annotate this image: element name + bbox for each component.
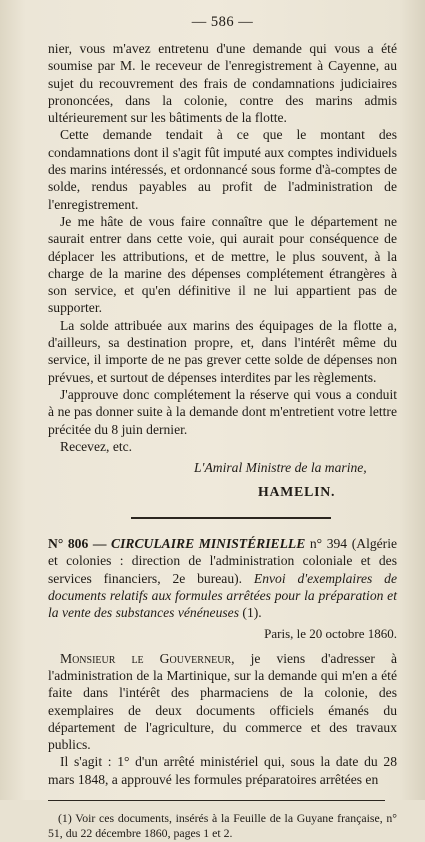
paragraph-4: La solde attribuée aux marins des équipages de la flotte a, d'ailleurs, sa destination propre, et, dans l'intérêt même du service, il importe de ne pas grever cette solde de dépenses non prévues, et surtout de dépenses interdites par les règlements. — [48, 317, 397, 385]
paragraph-8: Il s'agit : 1° d'un arrêté ministériel qui, sous la date du 28 mars 1848, a approuvé les formules préparatoires arrêtées en — [48, 754, 397, 787]
circular-title: CIRCULAIRE MINISTÉRIELLE — [111, 536, 306, 552]
circular-number: N° 806 — — [48, 536, 107, 552]
circular-heading — [48, 535, 397, 621]
paragraph-5: J'approuve donc complétement la réserve qui vous a conduit à ne pas donner suite à la demande dont m'entretient votre lettre précitée du 8 juin dernier. — [48, 386, 397, 437]
signature-title: L'Amiral Ministre de la marine, — [194, 460, 367, 476]
letter-date: Paris, le 20 octobre 1860. — [264, 625, 397, 641]
footnote-reference: (1). — [242, 605, 262, 621]
paragraph-2: Cette demande tendait à ce que le montant des condamnations dont il s'agit fût imputé aux comptes individuels des marins intéressés, et ordonnancé sous forme d'à-comptes de solde, rendus payables au profit de l'administration de l'enregistrement. — [48, 127, 397, 212]
footnote-divider — [48, 800, 385, 801]
salutation: Monsieur le Gouverneur, — [60, 650, 235, 666]
circular-subject: Envoi d'exemplaires de documents relatifs aux formules arrêtées pour la préparation et la vente des substances vénéneuses — [48, 570, 397, 621]
circular-ref: n° 394 — [309, 536, 348, 552]
page-number: — 586 — — [191, 14, 254, 30]
circular-description: (Algérie et colonies : direction de l'administration coloniale et des services financiers, 2e bureau). — [48, 536, 398, 586]
signature-name: HAMELIN. — [258, 484, 336, 500]
paragraph-1: nier, vous m'avez entretenu d'une demande qui vous a été soumise par M. le receveur de l'enregistrement à Cayenne, au sujet du recouvrement des frais de condamnations judiciaires prononcées, dans la colonie, contre des marins admis ultérieurement sur les bâtiments de la flotte. — [48, 41, 397, 126]
closing-formula: Recevez, etc. — [60, 438, 133, 454]
section-divider — [131, 517, 331, 519]
paragraph-7 — [48, 650, 397, 754]
paragraph-3: Je me hâte de vous faire connaître que le département ne saurait entrer dans cette voie, qui aurait pour conséquence de déplacer les attributions, et de mettre, le plus souvent, à la charge de la marine des dépenses complétement étrangères à son service, et qu'en définitive il ne lui appartient pas de supporter. — [48, 213, 397, 316]
paragraph-7-text: je viens d'adresser à l'administration de la Martinique, sur la demande qui m'en a été faite dans l'intérêt des pharmaciens de la colonie, des exemplaires de deux documents officiels émanés du département de l'agriculture, du commerce et des travaux publics. — [48, 650, 397, 753]
footnote: (1) Voir ces documents, insérés à la Feuille de la Guyane française, n° 51, du 22 décembre 1860, pages 1 et 2. — [48, 810, 397, 841]
